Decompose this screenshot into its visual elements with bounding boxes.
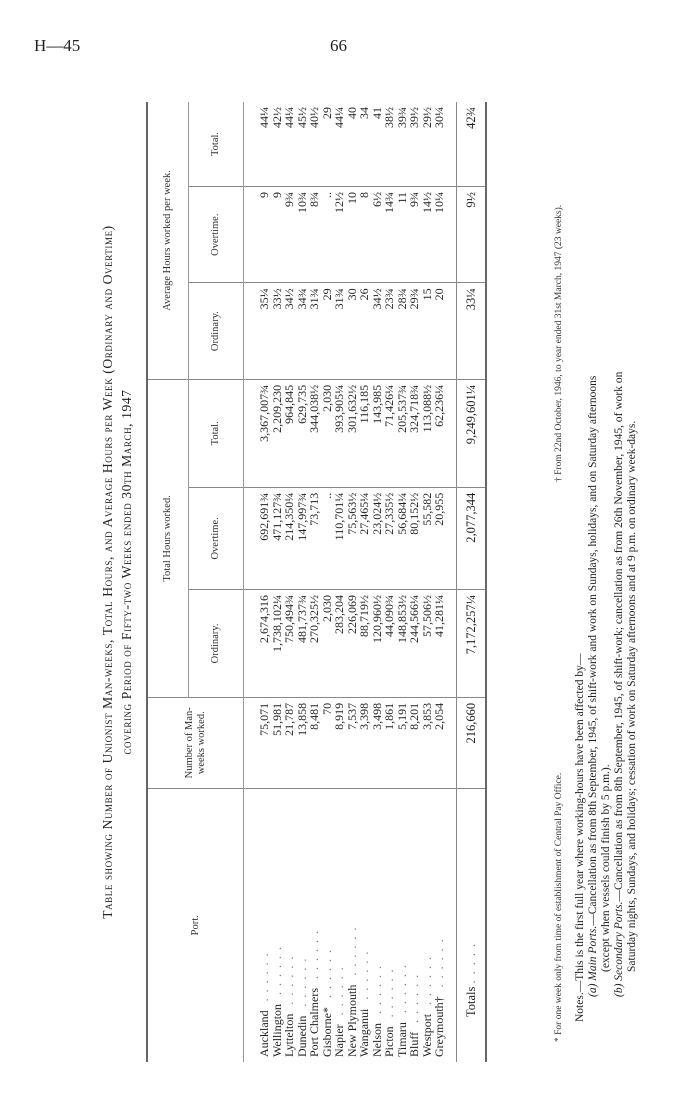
cell-av-total: 40½ xyxy=(308,102,321,186)
totals-av-overtime: 9½ xyxy=(456,186,486,282)
port-name: New Plymouth ...... xyxy=(344,921,359,1057)
cell-av-ordinary: 30 xyxy=(346,283,359,379)
cell-th-total: 71,426¼ xyxy=(383,379,396,487)
cell-av-ordinary: 29¾ xyxy=(408,283,421,379)
table-row xyxy=(244,102,271,1062)
totals-manweeks: 216,660 xyxy=(456,697,486,788)
cell-av-ordinary: 31¾ xyxy=(333,283,346,379)
document-code: H—45 xyxy=(34,36,81,55)
port-name: Timaru ...... xyxy=(394,959,409,1057)
table-row xyxy=(283,102,296,1062)
port-name: Westport ...... xyxy=(419,950,434,1057)
table-row xyxy=(308,102,321,1062)
cell-av-ordinary: 34½ xyxy=(283,283,296,379)
port-name: Dunedin ...... xyxy=(294,952,309,1057)
cell-av-overtime: 12½ xyxy=(333,186,346,282)
cell-th-total: 143,985 xyxy=(371,379,384,487)
cell-manweeks: 3,498 xyxy=(371,697,384,788)
table-row xyxy=(358,102,371,1062)
cell-th-overtime: 80,152½ xyxy=(408,487,421,589)
cell-av-overtime: 9 xyxy=(271,186,284,282)
note-a-line-2: (except when vessels could finish by 5 p.m.). xyxy=(600,764,612,972)
cell-av-total: 44¼ xyxy=(333,102,346,186)
cell-th-overtime: 27,465¼ xyxy=(358,487,371,589)
cell-th-ordinary: 244,566¼ xyxy=(408,589,421,697)
cell-th-overtime: 692,691¾ xyxy=(244,487,271,589)
cell-av-total: 45½ xyxy=(296,102,309,186)
col-av-total: Total. xyxy=(189,102,244,186)
cell-av-total: 42½ xyxy=(271,102,284,186)
table-row xyxy=(408,102,421,1062)
cell-manweeks: 8,481 xyxy=(308,697,321,788)
totals-av-total: 42¾ xyxy=(456,102,486,186)
cell-th-ordinary: 2,030 xyxy=(321,589,334,697)
cell-th-ordinary: 1,738,102¼ xyxy=(271,589,284,697)
cell-av-total: 40 xyxy=(346,102,359,186)
table-row xyxy=(421,102,434,1062)
cell-th-ordinary: 750,494¾ xyxy=(283,589,296,697)
cell-manweeks: 70 xyxy=(321,697,334,788)
col-th-ordinary: Ordinary. xyxy=(189,589,244,697)
port-name: Gisborne* ...... xyxy=(319,944,334,1057)
cell-th-total: 62,236¼ xyxy=(433,379,456,487)
cell-th-overtime: .. xyxy=(321,487,334,589)
note-b-line-1 xyxy=(613,102,626,1062)
totals-row xyxy=(456,102,486,1062)
cell-th-ordinary: 481,737¾ xyxy=(296,589,309,697)
cell-th-overtime: 27,335½ xyxy=(383,487,396,589)
port-name: Bluff ...... xyxy=(407,968,422,1057)
cell-av-total: 29 xyxy=(321,102,334,186)
cell-th-ordinary: 283,204 xyxy=(333,589,346,697)
cell-av-ordinary: 20 xyxy=(433,283,456,379)
cell-th-total: 3,367,007¾ xyxy=(244,379,271,487)
cell-th-total: 629,735 xyxy=(296,379,309,487)
cell-th-ordinary: 57,506½ xyxy=(421,589,434,697)
cell-th-ordinary: 270,325½ xyxy=(308,589,321,697)
cell-av-ordinary: 15 xyxy=(421,283,434,379)
cell-av-total: 29½ xyxy=(421,102,434,186)
cell-av-ordinary: 34¾ xyxy=(296,283,309,379)
table-row xyxy=(333,102,346,1062)
totals-av-ordinary: 33¼ xyxy=(456,283,486,379)
cell-av-total: 39½ xyxy=(408,102,421,186)
totals-label: Totals ..... xyxy=(456,788,486,1062)
table-title xyxy=(98,122,136,1022)
cell-th-total: 205,537¾ xyxy=(396,379,409,487)
note-a-text: —Cancellation as from 8th September, 1945, of shift-work and work on Sundays, holidays, and on Saturday afternoons xyxy=(587,375,599,926)
cell-th-total: 301,632½ xyxy=(346,379,359,487)
port-name: Napier ...... xyxy=(332,961,347,1057)
cell-th-overtime: 56,684¼ xyxy=(396,487,409,589)
cell-av-ordinary: 29 xyxy=(321,283,334,379)
cell-th-total: 113,088½ xyxy=(421,379,434,487)
cell-th-ordinary: 44,090¾ xyxy=(383,589,396,697)
cell-av-total: 30¼ xyxy=(433,102,456,186)
totals-th-overtime: 2,077,344 xyxy=(456,487,486,589)
cell-manweeks: 7,537 xyxy=(346,697,359,788)
cell-th-overtime: 147,997¾ xyxy=(296,487,309,589)
rotated-table-page xyxy=(88,92,668,1062)
table-row xyxy=(346,102,359,1062)
cell-manweeks: 1,861 xyxy=(383,697,396,788)
cell-th-ordinary: 120,960½ xyxy=(371,589,384,697)
cell-th-overtime: 20,955 xyxy=(433,487,456,589)
port-name: Nelson ...... xyxy=(369,960,384,1057)
note-b-line-2: Saturday nights, Sundays, and holidays; cessation of work on Saturday afternoons and at 9 p.m. on ordinary week-days. xyxy=(626,420,638,972)
page-number: 66 xyxy=(330,36,347,55)
table-row xyxy=(371,102,384,1062)
table-row xyxy=(321,102,334,1062)
cell-manweeks: 13,858 xyxy=(296,697,309,788)
cell-av-total: 41 xyxy=(371,102,384,186)
hours-table xyxy=(146,102,487,1062)
col-th-overtime: Overtime. xyxy=(189,487,244,589)
port-name: Wanganui ...... xyxy=(357,945,372,1057)
footnote-star: * For one week only from time of establishment of Central Pay Office. xyxy=(554,772,564,1042)
cell-av-ordinary: 34½ xyxy=(371,283,384,379)
cell-th-total: 344,038½ xyxy=(308,379,321,487)
cell-th-overtime: 75,563½ xyxy=(346,487,359,589)
footnote-dagger: † From 22nd October, 1946, to year ended 31st March, 1947 (23 weeks). xyxy=(554,204,564,482)
cell-av-overtime: 9¾ xyxy=(283,186,296,282)
cell-av-ordinary: 31¾ xyxy=(308,283,321,379)
cell-av-total: 34 xyxy=(358,102,371,186)
cell-th-total: 393,905¼ xyxy=(333,379,346,487)
cell-av-ordinary: 26 xyxy=(358,283,371,379)
port-name: Auckland ...... xyxy=(257,947,272,1057)
port-name: Picton ...... xyxy=(382,963,397,1057)
cell-av-overtime: .. xyxy=(321,186,334,282)
cell-av-overtime: 6½ xyxy=(371,186,384,282)
cell-av-total: 44¼ xyxy=(283,102,296,186)
cell-th-total: 324,718¾ xyxy=(408,379,421,487)
cell-th-overtime: 73,713 xyxy=(308,487,321,589)
note-b-text: —Cancellation as from 8th September, 1945, of shift-work; cancellation as from 26th November, 1945, of work on xyxy=(613,371,625,902)
cell-th-overtime: 55,582 xyxy=(421,487,434,589)
cell-av-total: 44¼ xyxy=(244,102,271,186)
cell-th-total: 116,185 xyxy=(358,379,371,487)
col-th-total: Total. xyxy=(189,379,244,487)
cell-av-overtime: 11 xyxy=(396,186,409,282)
title-line-2: covering Period of Fifty-two Weeks ended 30th March, 1947 xyxy=(119,389,134,755)
totals-th-total: 9,249,601¼ xyxy=(456,379,486,487)
cell-av-overtime: 8 xyxy=(358,186,371,282)
cell-av-overtime: 14¾ xyxy=(383,186,396,282)
cell-av-overtime: 14½ xyxy=(421,186,434,282)
note-b-label: (b) Secondary Ports. xyxy=(613,901,625,997)
note-a-label: (a) Main Ports. xyxy=(587,925,599,997)
cell-th-overtime: 471,127¾ xyxy=(271,487,284,589)
cell-th-ordinary: 41,281¼ xyxy=(433,589,456,697)
cell-manweeks: 8,201 xyxy=(408,697,421,788)
title-line-1: Table showing Number of Unionist Man-weeks, Total Hours, and Average Hours per Week (Ordinary and Overtime) xyxy=(100,225,115,919)
cell-manweeks: 2,054 xyxy=(433,697,456,788)
cell-manweeks: 3,398 xyxy=(358,697,371,788)
cell-manweeks: 21,787 xyxy=(283,697,296,788)
cell-manweeks: 75,071 xyxy=(244,697,271,788)
table-row xyxy=(396,102,409,1062)
cell-th-total: 2,209,230 xyxy=(271,379,284,487)
port-name: Wellington ...... xyxy=(269,940,284,1057)
port-name: Lyttelton ...... xyxy=(282,950,297,1057)
cell-th-ordinary: 148,853½ xyxy=(396,589,409,697)
cell-manweeks: 5,191 xyxy=(396,697,409,788)
cell-th-ordinary: 88,719½ xyxy=(358,589,371,697)
cell-th-overtime: 214,350¼ xyxy=(283,487,296,589)
col-manweeks: Number of Man-weeks worked. xyxy=(147,697,244,788)
col-total-hours: Total Hours worked. xyxy=(147,379,189,697)
cell-th-total: 2,030 xyxy=(321,379,334,487)
cell-manweeks: 8,919 xyxy=(333,697,346,788)
cell-av-ordinary: 35¼ xyxy=(244,283,271,379)
cell-av-total: 38½ xyxy=(383,102,396,186)
cell-th-ordinary: 226,069 xyxy=(346,589,359,697)
port-name: Greymouth† ...... xyxy=(433,788,456,1062)
cell-av-ordinary: 28¾ xyxy=(396,283,409,379)
cell-av-overtime: 9 xyxy=(244,186,271,282)
port-name: Port Chalmers ...... xyxy=(307,925,322,1057)
table-body xyxy=(244,102,457,1062)
col-av-ordinary: Ordinary. xyxy=(189,283,244,379)
cell-av-ordinary: 33½ xyxy=(271,283,284,379)
cell-manweeks: 51,981 xyxy=(271,697,284,788)
cell-av-overtime: 9¾ xyxy=(408,186,421,282)
note-a-line-1 xyxy=(587,102,600,1062)
cell-th-overtime: 110,701¼ xyxy=(333,487,346,589)
cell-th-total: 964,845 xyxy=(283,379,296,487)
cell-av-overtime: 10¾ xyxy=(296,186,309,282)
cell-av-overtime: 10 xyxy=(346,186,359,282)
cell-th-ordinary: 2,674,316 xyxy=(244,589,271,697)
notes-intro: Notes.—This is the first full year where working-hours have been affected by— xyxy=(574,653,586,1022)
cell-av-ordinary: 23¾ xyxy=(383,283,396,379)
col-avg-hours: Average Hours worked per week. xyxy=(147,102,189,379)
table-row xyxy=(433,102,456,1062)
cell-manweeks: 3,853 xyxy=(421,697,434,788)
cell-av-total: 39¾ xyxy=(396,102,409,186)
table-row xyxy=(296,102,309,1062)
notes xyxy=(574,102,639,1062)
cell-av-overtime: 8¾ xyxy=(308,186,321,282)
table-row xyxy=(383,102,396,1062)
cell-av-overtime: 10¼ xyxy=(433,186,456,282)
col-av-overtime: Overtime. xyxy=(189,186,244,282)
table-row xyxy=(271,102,284,1062)
totals-th-ordinary: 7,172,257¼ xyxy=(456,589,486,697)
cell-th-overtime: 23,024½ xyxy=(371,487,384,589)
col-port: Port. xyxy=(147,788,244,1062)
